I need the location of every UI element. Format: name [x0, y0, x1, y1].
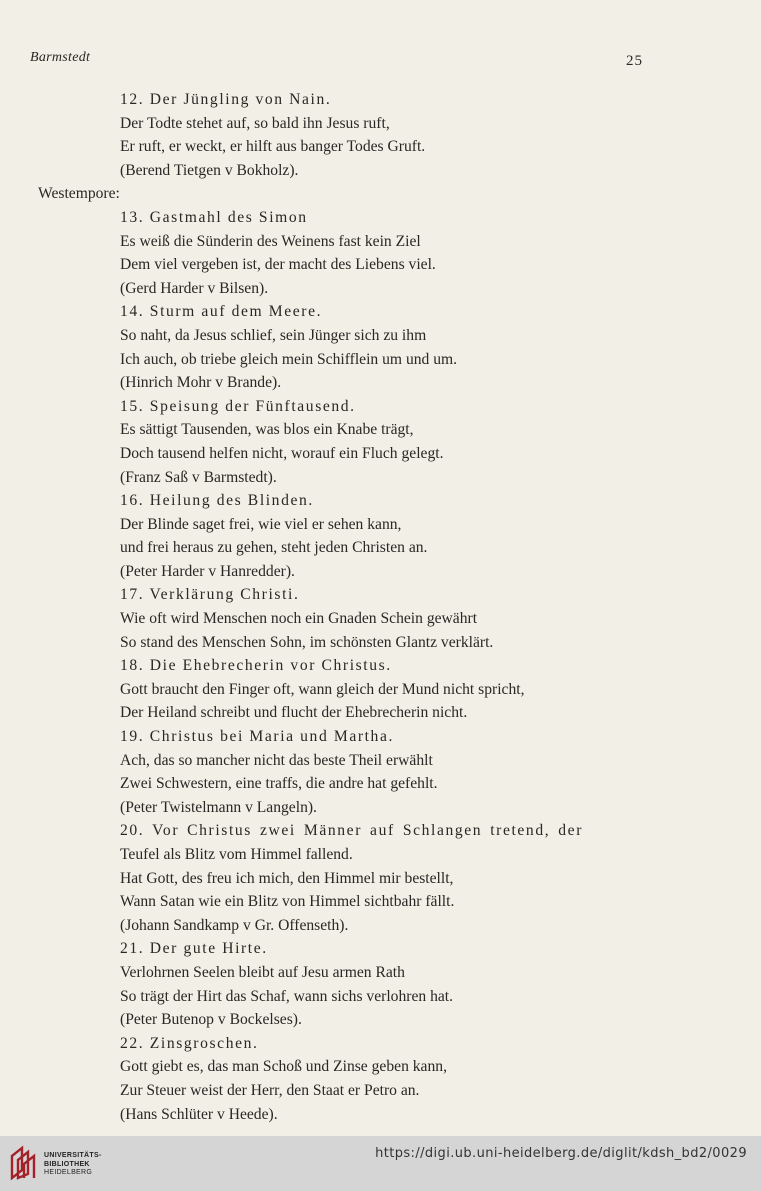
- body-text: [0, 88, 761, 1126]
- text-line: Zwei Schwestern, eine traffs, die andre hat gefehlt.: [120, 775, 438, 793]
- entry-heading: 12. Der Jüngling von Nain.: [120, 91, 332, 108]
- text-line: (Johann Sandkamp v Gr. Offenseth).: [120, 916, 349, 934]
- text-line: (Peter Twistelmann v Langeln).: [120, 798, 317, 816]
- text-line: Der Todte stehet auf, so bald ihn Jesus ruft,: [120, 114, 390, 132]
- text-line: Wie oft wird Menschen noch ein Gnaden Schein gewährt: [120, 610, 478, 628]
- text-line: Ach, das so mancher nicht das beste Theil erwählt: [120, 751, 433, 769]
- library-name: [44, 1152, 102, 1178]
- running-head: [0, 50, 761, 74]
- text-line: Gott braucht den Finger oft, wann gleich der Mund nicht spricht,: [120, 680, 525, 698]
- entry-heading: 14. Sturm auf dem Meere.: [120, 303, 323, 321]
- entry-heading: 19. Christus bei Maria und Martha.: [120, 728, 394, 746]
- text-line: (Peter Harder v Hanredder).: [120, 562, 295, 580]
- text-line: Er ruft, er weckt, er hilft aus banger Todes Gruft.: [120, 138, 426, 156]
- text-line: Es weiß die Sünderin des Weinens fast kein Ziel: [120, 232, 421, 250]
- text-line: (Hinrich Mohr v Brande).: [120, 374, 282, 392]
- text-line: Teufel als Blitz vom Himmel fallend.: [120, 846, 353, 863]
- library-name-line1: UNIVERSITÄTS-: [44, 1152, 102, 1159]
- text-line: Ich auch, ob triebe gleich mein Schifflein um und um.: [120, 350, 458, 368]
- entry-heading: 20. Vor Christus zwei Männer auf Schlangen tretend, der: [120, 822, 583, 840]
- text-line: (Peter Butenop v Bockelses).: [120, 1011, 302, 1029]
- text-line: Der Blinde saget frei, wie viel er sehen kann,: [120, 515, 402, 533]
- section-label: Westempore:: [38, 185, 120, 203]
- library-logo-icon: [8, 1144, 42, 1182]
- text-line: So naht, da Jesus schlief, sein Jünger sich zu ihm: [120, 326, 427, 344]
- entry-heading: 17. Verklärung Christi.: [120, 586, 300, 604]
- library-name-line2: BIBLIOTHEK: [44, 1160, 90, 1168]
- footer-bar: [0, 1136, 761, 1191]
- entry-heading: 21. Der gute Hirte.: [120, 940, 268, 958]
- entry-heading: 22. Zinsgroschen.: [120, 1034, 259, 1052]
- text-line: und frei heraus zu gehen, steht jeden Christen an.: [120, 539, 428, 557]
- text-line: Es sättigt Tausenden, was blos ein Knabe trägt,: [120, 421, 414, 439]
- text-line: Verlohrnen Seelen bleibt auf Jesu armen Rath: [120, 963, 405, 981]
- text-line: (Hans Schlüter v Heede).: [120, 1105, 278, 1123]
- text-line: Gott giebt es, das man Schoß und Zinse geben kann,: [120, 1058, 447, 1076]
- library-name-line3: HEIDELBERG: [44, 1169, 93, 1176]
- text-line: (Berend Tietgen v Bokholz).: [120, 161, 299, 179]
- entry-heading: 18. Die Ehebrecherin vor Christus.: [120, 657, 392, 675]
- text-line: Der Heiland schreibt und flucht der Ehebrecherin nicht.: [120, 704, 468, 722]
- running-title: Barmstedt: [30, 50, 91, 65]
- text-line: So stand des Menschen Sohn, im schönsten Glantz verklärt.: [120, 633, 494, 651]
- text-line: Zur Steuer weist der Herr, den Staat er Petro an.: [120, 1081, 420, 1099]
- source-url-link[interactable]: https://digi.ub.uni-heidelberg.de/diglit/kdsh_bd2/0029: [375, 1146, 747, 1161]
- entry-heading: 13. Gastmahl des Simon: [120, 208, 308, 226]
- entry-heading: 15. Speisung der Fünftausend.: [120, 397, 356, 415]
- text-line: Wann Satan wie ein Blitz von Himmel sichtbahr fällt.: [120, 893, 455, 911]
- text-line: (Franz Saß v Barmstedt).: [120, 468, 277, 486]
- entry-heading: 16. Heilung des Blinden.: [120, 492, 314, 510]
- text-line: Dem viel vergeben ist, der macht des Liebens viel.: [120, 256, 436, 274]
- text-line: Hat Gott, des freu ich mich, den Himmel mir bestellt,: [120, 869, 454, 887]
- text-line: Doch tausend helfen nicht, worauf ein Fluch gelegt.: [120, 444, 444, 462]
- page-number: 25: [626, 53, 643, 69]
- text-line: So trägt der Hirt das Schaf, wann sichs verlohren hat.: [120, 987, 454, 1005]
- text-line: (Gerd Harder v Bilsen).: [120, 279, 269, 297]
